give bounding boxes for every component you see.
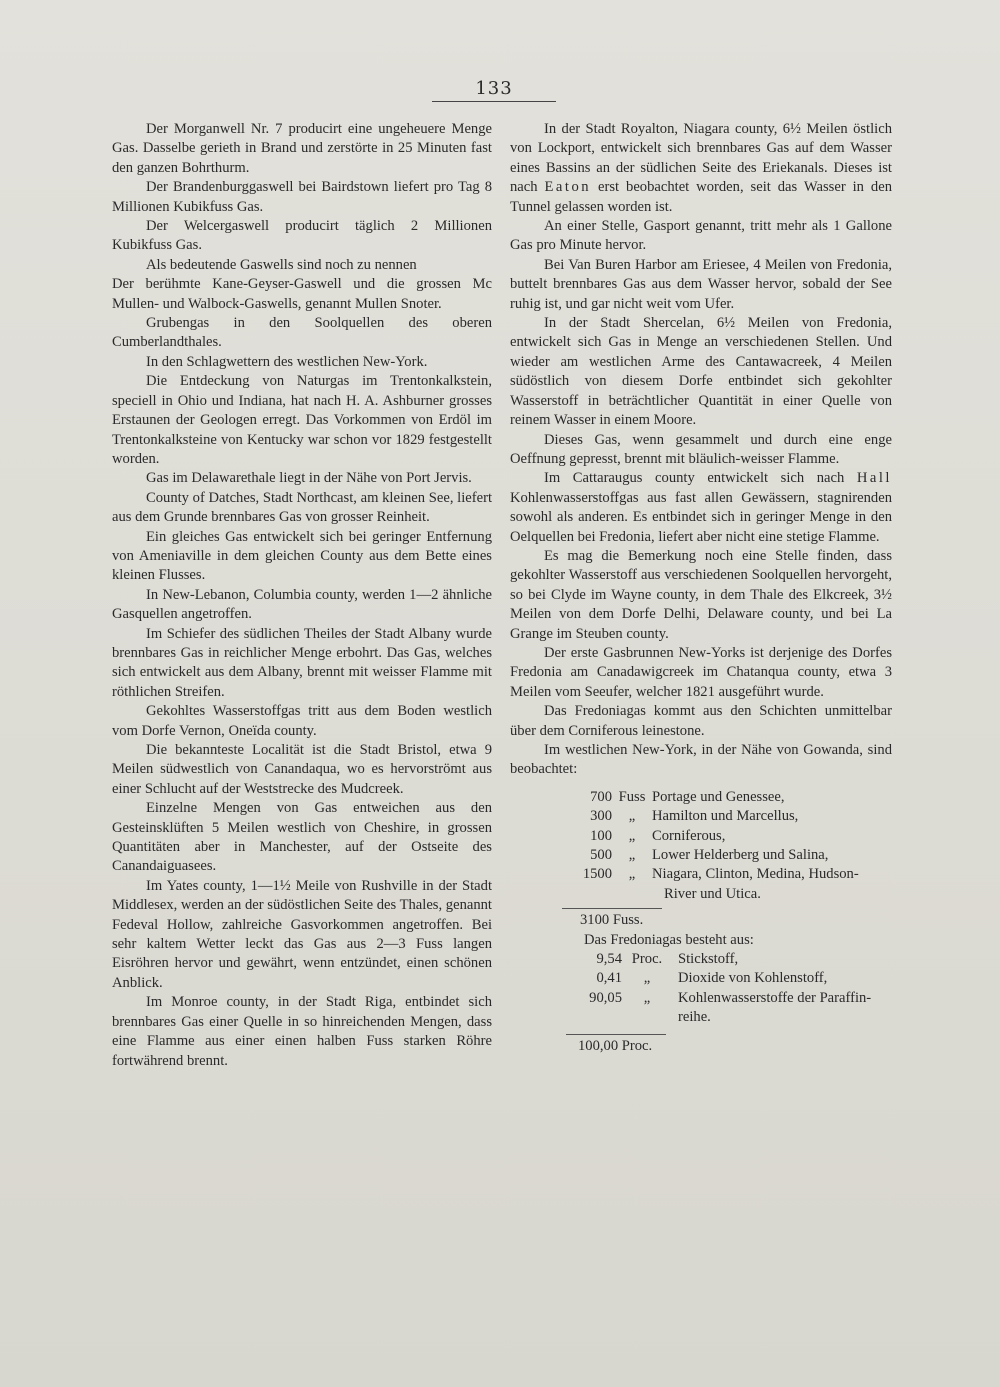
author-name: Hall [856,470,892,487]
right-column [510,120,892,1056]
paragraph: Der berühmte Kane-Geyser-Gaswell und die grossen Mc Mullen- und Walbock-Gaswells, genannt Mullen Snoter. [112,276,492,312]
component-name: Kohlenwasserstoffe der Paraffin- [678,989,872,1006]
table-row [510,788,892,807]
stratum-name: Niagara, Clinton, Medina, Hudson- [652,866,859,883]
paragraph: In den Schlagwettern des westlichen New-York. [146,353,428,370]
ditto-mark: „ [643,970,651,987]
paragraph: Dieses Gas, wenn gesammelt und durch eine enge Oeffnung gepresst, brennt mit bläulich-weisser Flamme. [510,431,892,467]
sum-rule [562,908,662,909]
paragraph: Der erste Gasbrunnen New-Yorks ist derjenige des Dorfes Fredonia am Canadawigcreek im Chatanqua county, etwa 3 Meilen vom Seeufer, welcher 1821 ausgeführt wurde. [510,644,892,700]
thickness-value: 700 [590,788,612,805]
percent-value: 90,05 [589,989,622,1006]
ditto-mark: „ [643,989,651,1006]
thickness-value: 100 [590,827,612,844]
paragraph: Der Welcergaswell producirt täglich 2 Millionen Kubikfuss Gas. [112,218,492,254]
paragraph: Im Schiefer des südlichen Theiles der Stadt Albany wurde brennbares Gas in reichlicher Menge erbohrt. Das Gas, welches sich entwickelt aus dem Albany, brennt mit weisser Flamme mit röthlichen Streifen. [112,625,492,700]
paragraph: Im Monroe county, in der Stadt Riga, entbindet sich brennbares Gas einer Quelle in so hinreichenden Mengen, dass eine Flamme aus einer einen halben Fuss starken Röhre fortwährend brennt. [112,994,492,1069]
strata-total: 3100 Fuss. [580,912,644,929]
percent-value: 0,41 [596,970,622,987]
composition-total: 100,00 Proc. [578,1037,653,1054]
paragraph: Die bekannteste Localität ist die Stadt Bristol, etwa 9 Meilen südwestlich von Canandaqua, wo es hervorströmt aus einer Schlucht auf der Weststrecke des Mudcreek. [112,742,492,797]
paragraph: Bei Van Buren Harbor am Eriesee, 4 Meilen von Fredonia, buttelt brennbares Gas aus dem Wasser hervor, sobald der See ruhig ist, und gar nicht weit vom Ufer. [510,256,892,312]
ditto-mark: „ [628,866,636,883]
percent-value: 9,54 [596,950,622,967]
paragraph: Als bedeutende Gaswells sind noch zu nennen [146,256,417,273]
table-row [510,989,892,1008]
paragraph: In New-Lebanon, Columbia county, werden 1—2 ähnliche Gasquellen angetroffen. [112,586,492,623]
paragraph: Ein gleiches Gas entwickelt sich bei geringer Entfernung von Ameniaville in dem gleichen County aus dem Bette eines kleinen Flusses. [112,528,492,584]
table-row [510,969,892,988]
paragraph: County of Datches, Stadt Northcast, am kleinen See, liefert aus dem Grunde brennbares Gas von grosser Reinheit. [112,489,492,526]
thickness-value: 500 [590,846,612,863]
table-row [510,827,892,846]
left-column [112,120,492,1071]
unit-label: Fuss [618,788,646,805]
paragraph: Es mag die Bemerkung noch eine Stelle finden, dass gekohlter Wasserstoff aus verschiedenen Soolquellen hervorgeht, so bei Clyde im Wayne county, in dem Thale des Elkcreek, 3½ Meilen von dem Dorfe Delhi, Delaware county, und bei La Grange im Steuben county. [510,547,892,642]
ditto-mark: „ [628,846,636,863]
table-row [510,865,892,884]
unit-label: Proc. [631,950,663,967]
paragraph-text: erst beobachtet worden, seit das Wasser in den Tunnel gelassen worden ist. [510,179,892,215]
paragraph: Grubengas in den Soolquellen des oberen Cumberlandthales. [112,315,492,351]
paragraph: In der Stadt Shercelan, 6½ Meilen von Fredonia, entwickelt sich Gas in Menge an verschiedenen Stellen. Und wieder am westlichen Arme des Cantawacreek, 4 Meilen südöstlich von diesem Dorfe entbindet sich gekohlter Wasserstoff in beträchtlicher Quantität in einer Quelle von reinem Wasser in einem Moore. [510,315,892,429]
composition-heading: Das Fredoniagas besteht aus: [584,931,754,948]
paragraph: Einzelne Mengen von Gas entweichen aus den Gesteinsklüften 5 Meilen westlich von Cheshire, in grossen Quantitäten aber in Manchester, auf der Ostseite des Canandaiguasees. [112,800,492,875]
table-row [510,950,892,969]
paragraph: Der Morganwell Nr. 7 producirt eine ungeheuere Menge Gas. Dasselbe gerieth in Brand und zerstörte in 25 Minuten fast den ganzen Bohrthurm. [112,121,492,176]
paragraph: Die Entdeckung von Naturgas im Trentonkalkstein, speciell in Ohio und Indiana, hat nach H. A. Ashburner grosses Erstaunen der Geologen erregt. Das Vorkommen von Erdöl im Trentonkalksteine von Kentucky war schon vor 1829 festgestellt worden. [112,373,492,467]
author-name: Eaton [544,179,592,196]
paragraph: Das Fredoniagas kommt aus den Schichten unmittelbar über dem Corniferous leinestone. [510,703,892,739]
stratum-name: Corniferous, [652,827,726,844]
sum-rule [566,1034,666,1035]
paragraph [510,120,892,217]
header-rule [432,101,556,102]
paragraph [510,469,892,547]
paragraph-text: Im Cattaraugus county entwickelt sich nach [544,470,845,487]
paragraph-text: In der Stadt Royalton, Niagara county, 6½ Meilen östlich von Lockport, entwickelt sich brennbares Gas auf dem Wasser eines Bassins an der südlichen Seite des Eriekanals. Dieses ist nach [510,121,892,196]
paragraph-text: Kohlenwasserstoffgas aus fast allen Gewässern, stagnirenden sowohl als anderen. Es entbindet sich in geringer Menge in den Oelquellen bei Fredonia, liefert aber nicht eine stetige Flamme. [510,489,892,545]
stratum-name: Portage und Genessee, [652,788,785,805]
page-number: 133 [475,78,513,99]
paragraph: Gas im Delawarethale liegt in der Nähe von Port Jervis. [146,470,472,487]
paragraph: Gekohltes Wasserstoffgas tritt aus dem Boden westlich vom Dorfe Vernon, Oneïda county. [112,703,492,739]
ditto-mark: „ [628,827,636,844]
stratum-name-continued: River und Utica. [664,885,761,902]
thickness-value: 300 [590,808,612,825]
component-name: Stickstoff, [678,950,739,967]
stratum-name: Hamilton und Marcellus, [652,808,799,825]
paragraph: Der Brandenburggaswell bei Bairdstown liefert pro Tag 8 Millionen Kubikfuss Gas. [112,179,492,215]
thickness-value: 1500 [582,866,612,883]
table-row [510,846,892,865]
strata-table [510,788,892,931]
table-row [510,807,892,826]
paragraph: Im westlichen New-York, in der Nähe von Gowanda, sind beobachtet: [510,742,892,778]
paragraph: Im Yates county, 1—1½ Meile von Rushville in der Stadt Middlesex, werden an der südöstlichen Seite des Thales, genannt Fedeval Hollow, zahlreiche Gasvorkommen angetroffen. Bei sehr kaltem Wetter leckt das Gas aus 2—3 Fuss langen Eisröhren hervor und gewährt, wenn entzündet, einen schönen Anblick. [112,877,492,991]
stratum-name: Lower Helderberg und Salina, [652,846,829,863]
paragraph: An einer Stelle, Gasport genannt, tritt mehr als 1 Gallone Gas pro Minute hervor. [510,218,892,254]
component-name-continued: reihe. [678,1009,711,1026]
ditto-mark: „ [628,808,636,825]
component-name: Dioxide von Kohlenstoff, [678,970,828,987]
composition-table [510,950,892,1056]
